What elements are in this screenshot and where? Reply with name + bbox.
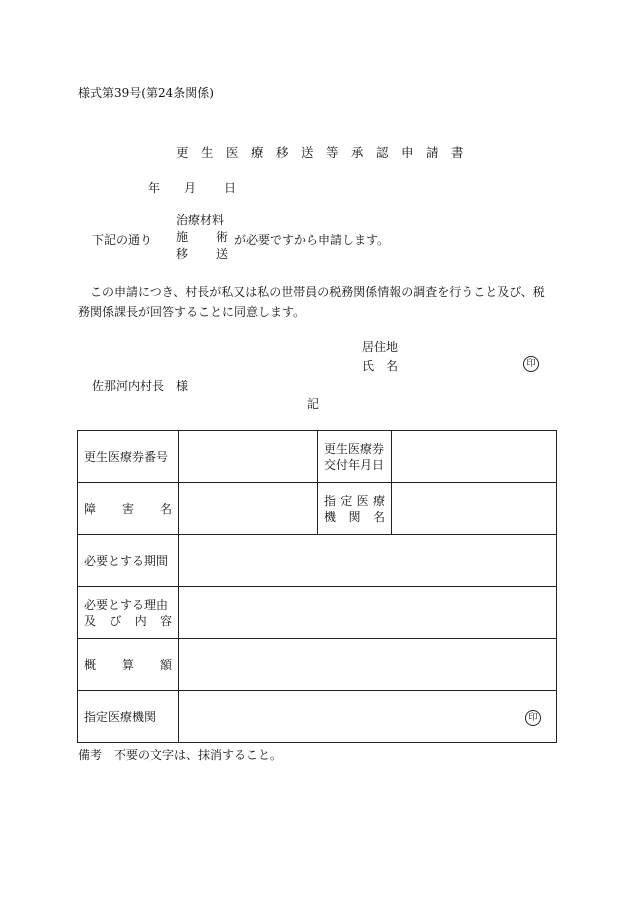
issue-date-label <box>318 431 392 483</box>
reason-label-1: 必要とする理由 <box>84 597 169 612</box>
addressee: 佐那河内村長 様 <box>92 379 189 393</box>
institution-char-7: 名 <box>372 509 385 524</box>
seal-icon: 印 <box>525 710 541 726</box>
date-line <box>148 179 236 196</box>
institution-char-2: 定 <box>340 493 353 508</box>
table-row <box>78 639 557 691</box>
address-label: 居住地 <box>362 340 399 354</box>
date-day: 日 <box>224 181 237 195</box>
application-table <box>77 430 557 743</box>
period-field[interactable] <box>179 535 557 587</box>
disability-label <box>78 483 179 535</box>
estimate-field[interactable] <box>179 639 557 691</box>
voucher-number-label: 更生医療券番号 <box>78 431 179 483</box>
voucher-number-field[interactable] <box>179 431 318 483</box>
reason-char-3: 内 <box>134 613 147 628</box>
ki-heading: 記 <box>307 397 320 411</box>
name-label: 氏名 <box>362 359 411 373</box>
issue-date-label-2: 交付年月日 <box>324 457 385 472</box>
designated-institution-label: 指定医療機関 <box>78 691 179 743</box>
period-label: 必要とする期間 <box>78 535 179 587</box>
consent-paragraph: この申請につき、村長が私又は私の世帯員の税務関係情報の調査を行うこと及び、税務関係課長が回答することに同意します。 <box>78 285 545 319</box>
option-transport <box>176 246 228 263</box>
date-month: 月 <box>184 181 197 195</box>
designated-institution-field[interactable] <box>179 691 557 743</box>
request-options <box>176 212 228 263</box>
issue-date-label-1: 更生医療券 <box>324 441 385 456</box>
option-transport-1: 移 <box>176 247 189 261</box>
option-materials-text: 治療材料 <box>176 213 225 227</box>
option-surgery <box>176 229 228 246</box>
issue-date-field[interactable] <box>392 431 557 483</box>
date-year: 年 <box>148 181 161 195</box>
institution-char-3: 医 <box>356 493 369 508</box>
estimate-char-1: 概 <box>84 657 97 672</box>
option-surgery-2: 術 <box>216 230 229 244</box>
table-row <box>78 431 557 483</box>
estimate-label <box>78 639 179 691</box>
option-surgery-1: 施 <box>176 230 189 244</box>
request-suffix: が必要ですから申請します。 <box>234 233 390 247</box>
institution-char-4: 療 <box>372 493 385 508</box>
table-row <box>78 535 557 587</box>
table-row <box>78 587 557 639</box>
reason-char-4: 容 <box>159 613 172 628</box>
institution-char-5: 機 <box>324 509 337 524</box>
institution-char-1: 指 <box>324 493 337 508</box>
disability-field[interactable] <box>179 483 318 535</box>
institution-label <box>318 483 392 535</box>
table-row <box>78 483 557 535</box>
reason-field[interactable] <box>179 587 557 639</box>
remarks-note: 備考 不要の文字は、抹消すること。 <box>78 748 283 762</box>
institution-field[interactable] <box>392 483 557 535</box>
reason-char-2: び <box>109 613 122 628</box>
option-materials <box>176 212 228 229</box>
form-number: 様式第39号(第24条関係) <box>78 86 214 100</box>
disability-char-3: 名 <box>159 501 172 516</box>
disability-char-1: 障 <box>84 501 97 516</box>
disability-char-2: 害 <box>121 501 134 516</box>
estimate-char-3: 額 <box>159 657 172 672</box>
document-title: 更生医療移送等承認申請書 <box>176 145 477 160</box>
seal-icon: 印 <box>523 356 539 372</box>
request-lead: 下記の通り <box>92 233 153 247</box>
institution-char-6: 関 <box>348 509 361 524</box>
reason-char-1: 及 <box>84 613 97 628</box>
table-row <box>78 691 557 743</box>
estimate-char-2: 算 <box>121 657 134 672</box>
reason-label <box>78 587 179 639</box>
option-transport-2: 送 <box>216 247 229 261</box>
